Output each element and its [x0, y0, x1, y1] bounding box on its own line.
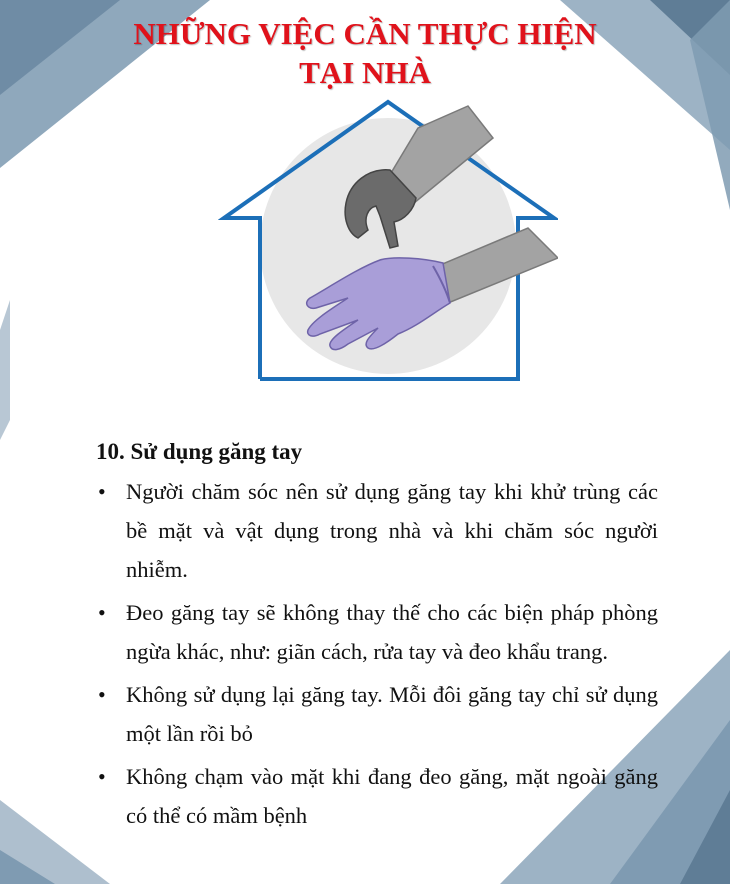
page-title — [0, 14, 730, 92]
page-title-line-1: NHỮNG VIỆC CẦN THỰC HIỆN — [133, 16, 597, 51]
bullet-list — [96, 472, 658, 835]
list-item: • Không sử dụng lại găng tay. Mỗi đôi găng tay chỉ sử dụng một lần rồi bỏ — [96, 675, 658, 753]
page-title-line-2: TẠI NHÀ — [299, 55, 431, 90]
house-gloves-icon — [218, 98, 558, 384]
section-heading: 10. Sử dụng găng tay — [96, 439, 303, 464]
list-item: • Người chăm sóc nên sử dụng găng tay khi khử trùng các bề mặt và vật dụng trong nhà và khi chăm sóc người nhiễm. — [96, 472, 658, 589]
section-content — [96, 434, 658, 839]
list-item: • Đeo găng tay sẽ không thay thế cho các biện pháp phòng ngừa khác, như: giãn cách, rửa tay và đeo khẩu trang. — [96, 593, 658, 671]
list-item: • Không chạm vào mặt khi đang đeo găng, mặt ngoài găng có thể có mầm bệnh — [96, 757, 658, 835]
